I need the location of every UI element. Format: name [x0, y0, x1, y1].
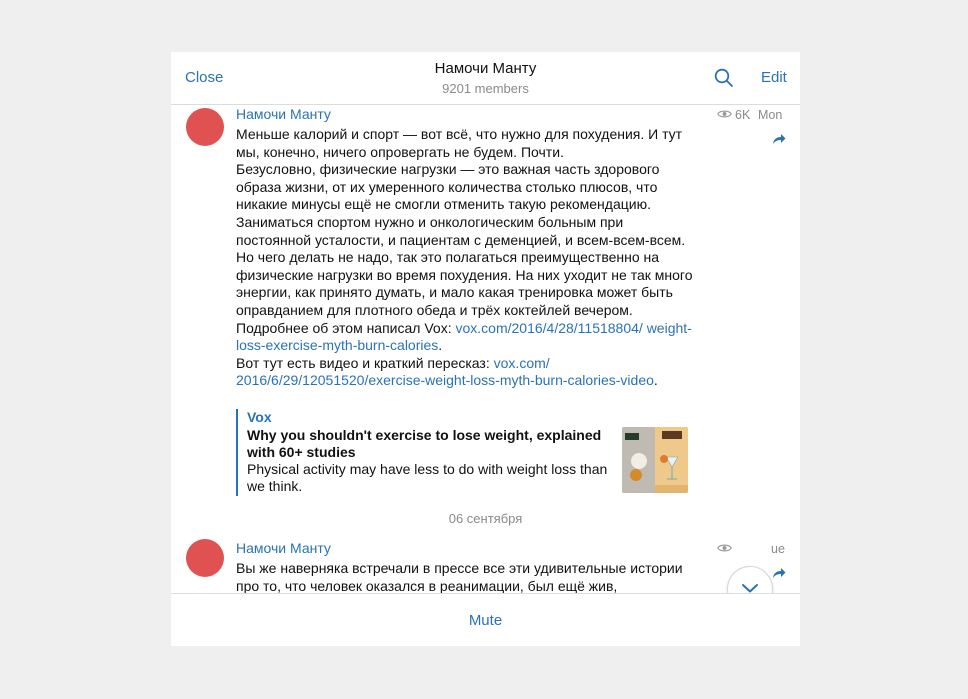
- message-source-line: Подробнее об этом написал Vox: vox.com/2016/4/28/11518804/ weight-loss-exercise-myth-burn-calories.: [236, 319, 692, 354]
- message-date: ue: [771, 542, 785, 556]
- chat-panel: [171, 52, 800, 646]
- avatar[interactable]: [186, 539, 224, 577]
- preview-thumbnail: [622, 427, 688, 493]
- share-arrow-icon[interactable]: [772, 132, 786, 144]
- message-paragraph: Меньше калорий и спорт — вот всё, что нужно для похудения. И тут мы, конечно, ничего опровергать не будем. Почти.: [236, 126, 683, 160]
- eye-icon: [717, 108, 732, 122]
- message-author[interactable]: Намочи Манту: [236, 106, 331, 122]
- date-separator: 06 сентября: [448, 511, 523, 526]
- close-button[interactable]: Close: [185, 69, 224, 86]
- view-count: [717, 542, 732, 556]
- member-count: 9201 members: [442, 81, 529, 96]
- chat-header: [171, 52, 800, 105]
- source-prefix: Вот тут есть видео и краткий пересказ:: [236, 354, 494, 371]
- share-arrow-icon[interactable]: [772, 566, 786, 578]
- link-preview[interactable]: [236, 409, 699, 496]
- preview-description: Physical activity may have less to do with weight loss than we think.: [247, 461, 608, 494]
- source-link[interactable]: vox.com/2016/4/28/11518804/ weight-loss-exercise-myth-burn-calories: [236, 319, 692, 354]
- preview-site-name: Vox: [247, 409, 272, 425]
- chat-title: Намочи Манту: [434, 60, 537, 77]
- chat-title-block[interactable]: [171, 60, 800, 97]
- message-author[interactable]: Намочи Манту: [236, 540, 331, 556]
- chat-footer: [171, 593, 800, 646]
- view-count-value: 6K: [735, 108, 751, 122]
- message-date: Mon: [758, 108, 783, 122]
- edit-button[interactable]: Edit: [761, 69, 787, 86]
- mute-button[interactable]: Mute: [468, 612, 503, 629]
- message-source-line: Вот тут есть видео и краткий пересказ: vox.com/ 2016/6/29/12051520/exercise-weight-loss-myth-burn-calories-video.: [236, 354, 658, 389]
- view-count: [717, 108, 750, 122]
- preview-title: Why you shouldn't exercise to lose weight, explained with 60+ studies: [247, 427, 602, 460]
- message-paragraph: Безусловно, физические нагрузки — это важная часть здорового образа жизни, от их умеренного количества столько плюсов, что никакие минусы ещё не смогли отменить такую рекомендацию. Заниматься спортом нужно и онкологическим больным при постоянной усталости, и пациентам с деменцией, и всем-всем-всем. Но чего делать не надо, так это полагаться преимущественно на физические нагрузки во время похудения. На них уходит не так много энергии, как принято думать, и мало какая тренировка может быть оправданием для плотного обеда и трёх коктейлей вечером.: [236, 161, 693, 318]
- eye-icon: [717, 542, 732, 556]
- source-prefix: Подробнее об этом написал Vox:: [236, 319, 456, 336]
- scroll-down-button[interactable]: [727, 566, 773, 593]
- avatar[interactable]: [186, 108, 224, 146]
- message-list[interactable]: [171, 105, 800, 593]
- source-link[interactable]: vox.com/ 2016/6/29/12051520/exercise-weight-loss-myth-burn-calories-video: [236, 354, 654, 389]
- message-text: Вы же наверняка встречали в прессе все эти удивительные истории про то, что человек оказался в реанимации, был ещё жив,: [236, 560, 683, 593]
- search-icon[interactable]: [714, 68, 734, 88]
- message-text: [236, 126, 699, 390]
- chevron-down-icon: [740, 581, 760, 593]
